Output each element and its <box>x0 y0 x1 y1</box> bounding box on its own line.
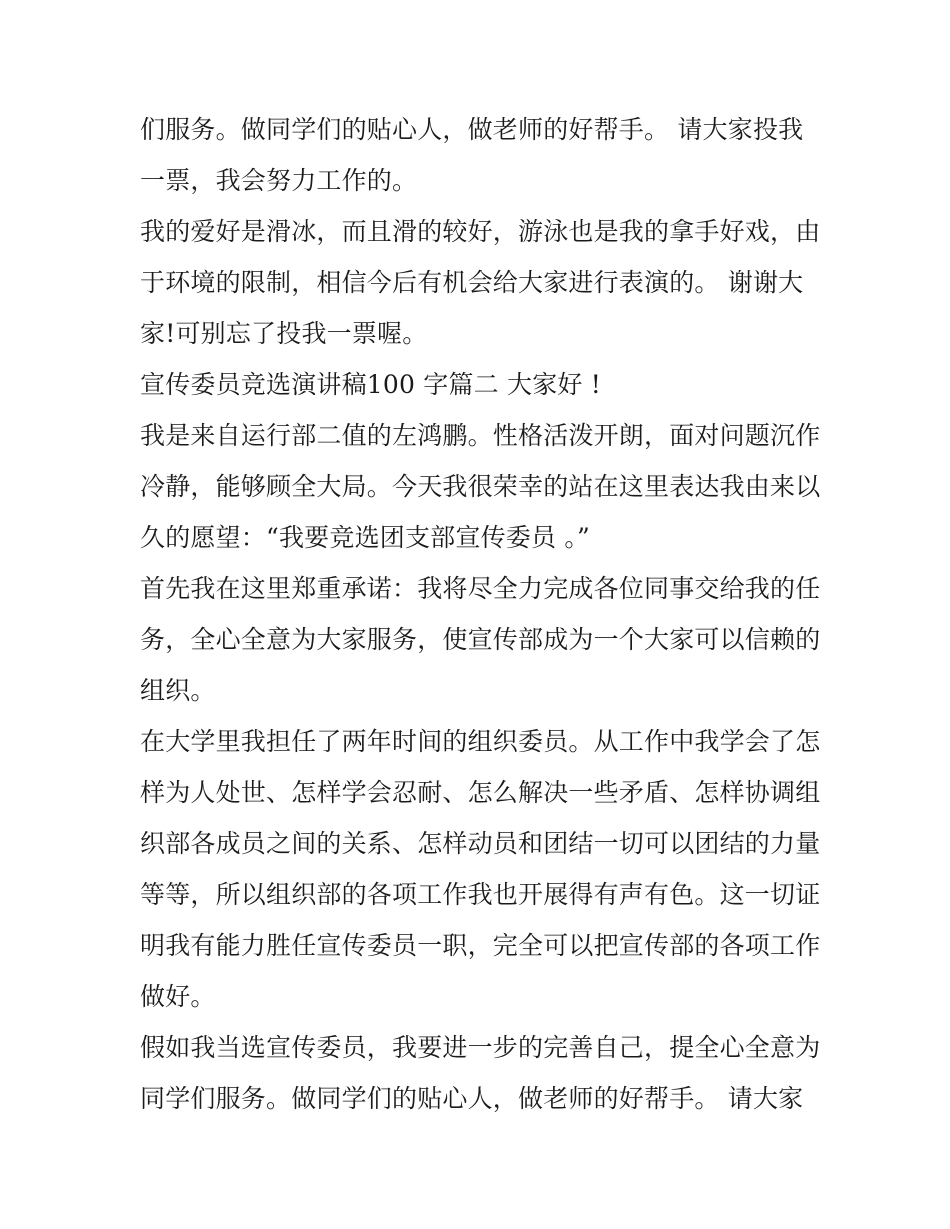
text-line: 织部各成员之间的关系、怎样动员和团结一切可以团结的力量 <box>140 829 821 858</box>
text-line: 样为人处世、怎样学会忍耐、怎么解决一些矛盾、怎样协调组 <box>140 778 821 807</box>
text-line: 首先我在这里郑重承诺：我将尽全力完成各位同事交给我的任 <box>140 574 821 603</box>
text-line: 一票，我会努力工作的。 <box>140 166 418 195</box>
text-line: 久的愿望：“我要竞选团支部宣传委员 。” <box>140 523 591 552</box>
text-line: 做好。 <box>140 982 216 1011</box>
section-heading: 宣传委员竞选演讲稿100 字篇二 大家好 ! <box>140 370 602 399</box>
text-line: 我的爱好是滑冰，而且滑的较好，游泳也是我的拿手好戏，由 <box>140 217 821 246</box>
text-line: 假如我当选宣传委员，我要进一步的完善自己，提全心全意为 <box>140 1033 821 1062</box>
text-line: 在大学里我担任了两年时间的组织委员。从工作中我学会了怎 <box>140 727 821 756</box>
text-line: 于环境的限制，相信今后有机会给大家进行表演的。 谢谢大 <box>140 268 804 297</box>
document-body <box>140 104 820 1124</box>
text-line: 同学们服务。做同学们的贴心人，做老师的好帮手。 请大家 <box>140 1084 804 1113</box>
text-line: 明我有能力胜任宣传委员一职，完全可以把宣传部的各项工作 <box>140 931 821 960</box>
text-line: 家!可别忘了投我一票喔。 <box>140 319 428 348</box>
text-line: 务，全心全意为大家服务，使宣传部成为一个大家可以信赖的 <box>140 625 821 654</box>
text-line: 们服务。做同学们的贴心人，做老师的好帮手。 请大家投我 <box>140 115 804 144</box>
text-line: 组织。 <box>140 676 216 705</box>
text-line: 冷静，能够顾全大局。今天我很荣幸的站在这里表达我由来以 <box>140 472 821 501</box>
text-line: 我是来自运行部二值的左鸿鹏。性格活泼开朗，面对问题沉作 <box>140 421 821 450</box>
text-line: 等等，所以组织部的各项工作我也开展得有声有色。这一切证 <box>140 880 821 909</box>
